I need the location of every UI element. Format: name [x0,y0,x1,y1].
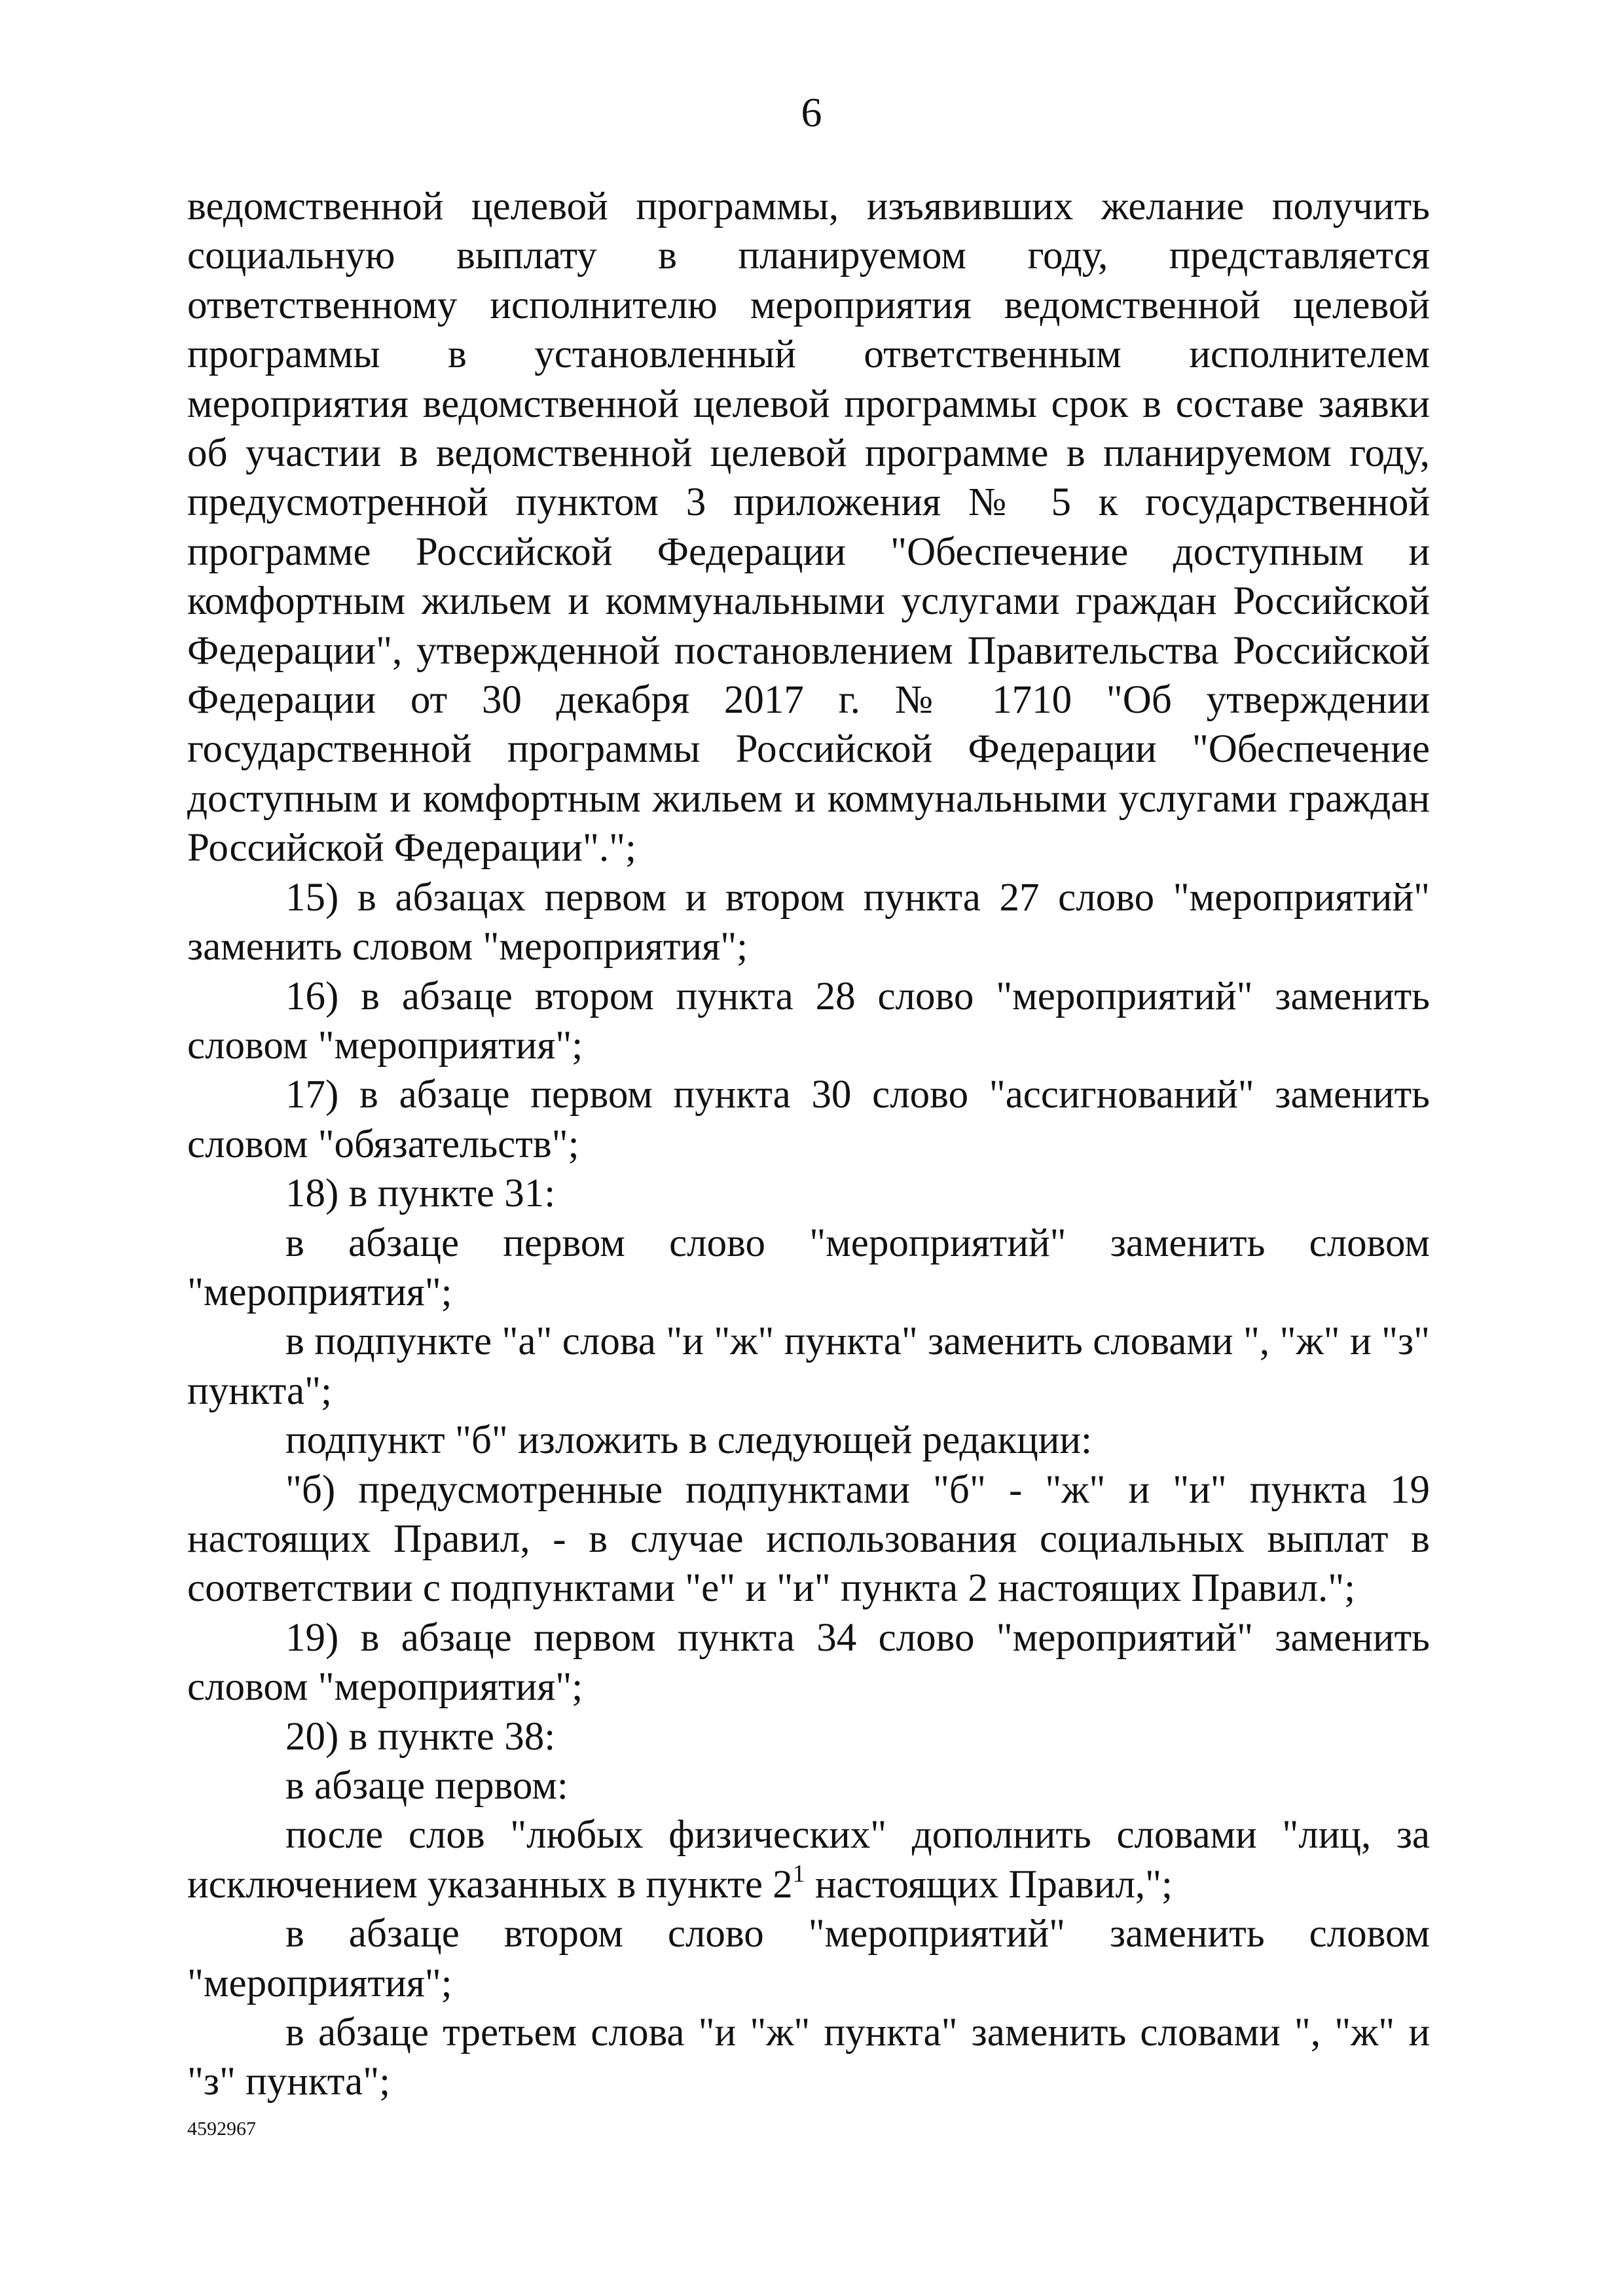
text-before-superscript: после слов "любых физических" дополнить словами "лиц, за исключением указанных в пункте 2 [187,1813,1430,1907]
paragraph: 16) в абзаце втором пункта 28 слово "мероприятий" заменить словом "мероприятия"; [187,974,1430,1067]
paragraph: подпункт "б" изложить в следующей редакции: [285,1418,1093,1463]
paragraph: в абзаце первом слово "мероприятий" заменить словом "мероприятия"; [187,1221,1430,1314]
paragraph: ведомственной целевой программы, изъявивших желание получить социальную выплату в планируемом году, представляется ответственному исполнителю мероприятия ведомственной целевой программы в установленный ответственным исполнителем мероприятия ведомственной целевой программы срок в составе заявки об участии в ведомственной целевой программе в планируемом году, предусмотренной пунктом 3 приложения № 5 к государственной программе Российской Федерации "Обеспечение доступным и комфортным жильем и коммунальными услугами граждан Российской Федерации", утвержденной постановлением Правительства Российской Федерации от 30 декабря 2017 г. № 1710 "Об утверждении государственной программы Российской Федерации "Обеспечение доступным и комфортным жильем и коммунальными услугами граждан Российской Федерации"."; [187,185,1430,870]
paragraph: 19) в абзаце первом пункта 34 слово "мероприятий" заменить словом "мероприятия"; [187,1615,1430,1710]
page-number: 6 [801,89,822,135]
paragraph: в абзаце третьем слова "и "ж" пункта" заменить словами ", "ж" и "з" пункта"; [187,2011,1430,2104]
paragraph: 15) в абзацах первом и втором пункта 27 слово "мероприятий" заменить словом "мероприятия"; [187,875,1430,969]
paragraph: 17) в абзаце первом пункта 30 слово "ассигнований" заменить словом "обязательств"; [187,1073,1430,1166]
paragraph: "б) предусмотренные подпунктами "б" - "ж" и "и" пункта 19 настоящих Правил, - в случае использования социальных выплат в соответствии с подпунктами "е" и "и" пункта 2 настоящих Правил."; [187,1467,1430,1611]
text-after-superscript: настоящих Правил,"; [805,1862,1173,1907]
superscript: 1 [792,1859,805,1888]
paragraph: в абзаце втором слово "мероприятий" заменить словом "мероприятия"; [187,1912,1430,2005]
paragraph: в абзаце первом: [285,1764,568,1808]
document-id: 4592967 [187,2118,256,2140]
paragraph: 18) в пункте 31: [285,1172,556,1216]
paragraph: 20) в пункте 38: [285,1714,556,1759]
document-body [187,182,1430,2107]
paragraph: в подпункте "а" слова "и "ж" пункта" заменить словами ", "ж" и "з" пункта"; [187,1319,1430,1413]
paragraph-with-superscript [187,1810,1430,1909]
